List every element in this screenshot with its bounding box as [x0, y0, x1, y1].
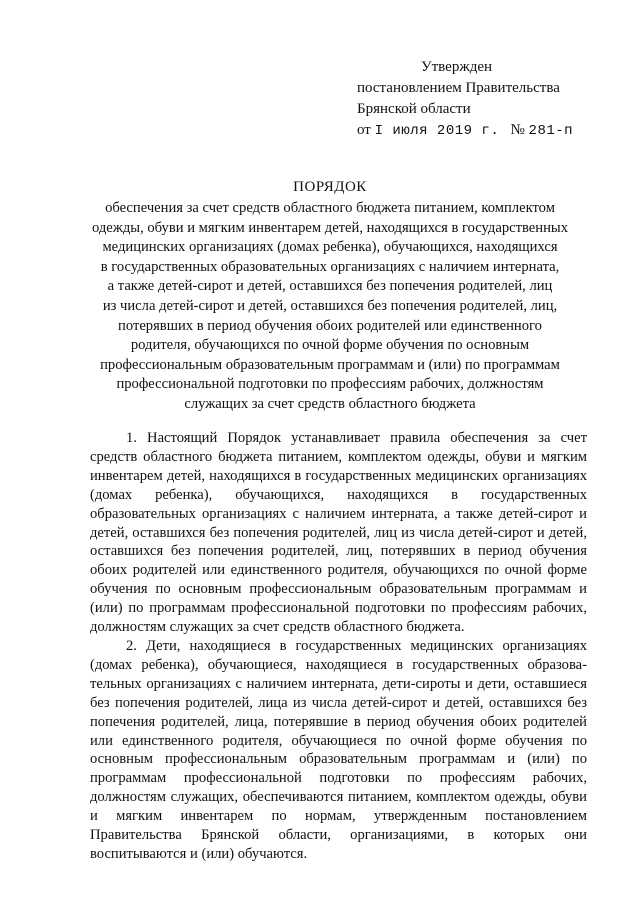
subtitle-line: обеспечения за счет средств областного бюджета питанием, комплектом	[105, 200, 555, 216]
approval-number: 281-п	[528, 123, 574, 139]
approval-heading: Утвержден	[421, 59, 493, 75]
subtitle-line: из числа детей-сирот и детей, оставшихся без попечения родителей, лиц,	[102, 297, 558, 314]
document-title: ПОРЯДОК	[293, 179, 367, 195]
approval-number-sign: №	[510, 122, 525, 138]
document-body	[90, 429, 587, 864]
approval-issuer-line: постановлением Правительства	[357, 80, 560, 96]
approval-date: I июля 2019 г.	[374, 123, 500, 139]
subtitle-line: родителя, обучающихся по очной форме обучения по основным	[130, 337, 530, 354]
subtitle-line: медицинских организациях (домах ребенка), обучающихся, находящихся	[102, 239, 558, 256]
approval-region-line: Брянской области	[357, 101, 471, 117]
paragraph-1: 1. Настоящий Порядок устанавливает правила обеспечения за счет средств областного бюджета питанием, комплектом одежды, обуви и мягким инвентарем детей, находящихся в государственных медицинских организациях (домах ребенка), обучающихся, находящихся в государственных образовательных организациях с наличием интерната, а также детей-сирот и детей, оставшихся без попечения родителей, лиц из числа детей-сирот и детей, оставшихся без попечения родителей, лиц, потерявших в период обучения обоих родителей или единственного родителя, обучающихся по очной форме обучения по основным профессиональным образовательным программам и (или) по программам профессиональной подготовки по профессиям рабочих, должностям служащих за счет средств областного бюджета.	[90, 430, 587, 636]
approval-date-line	[357, 120, 627, 142]
document-subtitle	[70, 199, 590, 415]
subtitle-line: служащих за счет средств областного бюджета	[184, 395, 476, 412]
subtitle-line: профессиональным образовательным программам и (или) по программам	[100, 356, 560, 373]
subtitle-line: а также детей-сирот и детей, оставшихся без попечения родителей, лиц	[107, 278, 553, 295]
paragraph-2: 2. Дети, находящиеся в государственных медицинских организациях (домах ребенка), обучающиеся, находящиеся в государственных образовательных организациях с наличием интерната, дети-сироты и дети, оставшиеся без попечения родителей, лица из числа детей-сирот и детей, оставшихся без попечения родителей, лица, потерявшие в период обучения обоих родителей или единственного родителя, обучающиеся по очной форме обучения по основным профессиональным образовательным программам и (или) по программам профессиональной подготовки по профессиям рабочих, должностям служащих, обеспечиваются питанием, комплектом одежды, обуви и мягким инвентарем по нормам, утвержденным постановлением Правительства Брянской области, организациями, в которых они воспитываются и (или) обучаются.	[90, 637, 587, 862]
subtitle-line: одежды, обуви и мягким инвентарем детей, находящихся в государственных	[92, 219, 568, 236]
subtitle-line: профессиональной подготовки по профессиям рабочих, должностям	[116, 376, 544, 393]
approval-date-prefix: от	[357, 122, 371, 138]
approval-stamp	[357, 57, 627, 142]
subtitle-line: потерявших в период обучения обоих родителей или единственного	[118, 317, 542, 334]
subtitle-line: в государственных образовательных организациях с наличием интерната,	[100, 258, 560, 275]
